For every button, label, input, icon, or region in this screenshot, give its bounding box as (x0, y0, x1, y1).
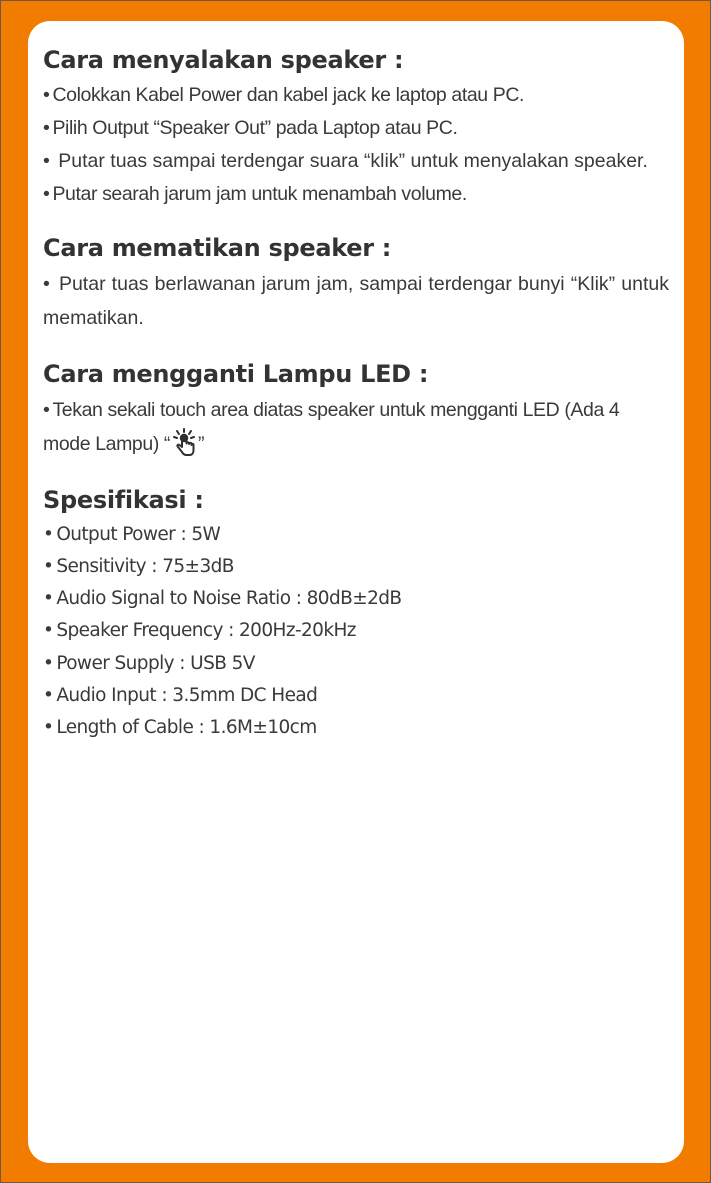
section-title: Spesifikasi : (43, 485, 204, 514)
list-item: • Putar tuas berlawanan jarum jam, sampai terdengar bunyi “Klik” untuk mematikan. (43, 272, 669, 329)
spec-item: • Audio Input : 3.5mm DC Head (43, 684, 318, 706)
spec-item: • Sensitivity : 75±3dB (43, 555, 234, 577)
touch-tap-icon (171, 428, 197, 456)
bullet-icon: • (43, 588, 54, 610)
list-item: • Putar tuas sampai terdengar suara “klik” untuk menyalakan speaker. (43, 150, 648, 172)
section-power-on (43, 45, 669, 211)
spec-item: • Speaker Frequency : 200Hz-20kHz (43, 620, 356, 642)
section-power-off (43, 233, 669, 335)
bullet-icon: • (43, 398, 50, 421)
bullet-icon: • (43, 272, 50, 295)
section-title: Cara mengganti Lampu LED : (43, 359, 429, 388)
section-specifications (43, 485, 669, 745)
spec-item: • Length of Cable : 1.6M±10cm (43, 717, 317, 739)
spec-item: • Audio Signal to Noise Ratio : 80dB±2dB (43, 588, 402, 610)
bullet-icon: • (43, 150, 50, 172)
bullet-icon: • (43, 717, 54, 739)
list-item: • Pilih Output “Speaker Out” pada Laptop atau PC. (43, 116, 458, 139)
bullet-icon: • (43, 620, 54, 642)
spec-item: • Power Supply : USB 5V (43, 652, 255, 674)
list-item: • Tekan sekali touch area diatas speaker untuk mengganti LED (Ada 4 mode Lampu) “ ” (43, 398, 620, 455)
bullet-icon: • (43, 116, 50, 139)
bullet-icon: • (43, 684, 54, 706)
instruction-card (28, 21, 684, 1163)
spec-item: • Output Power : 5W (43, 523, 221, 545)
section-title: Cara mematikan speaker : (43, 233, 392, 262)
bullet-icon: • (43, 652, 54, 674)
bullet-icon: • (43, 183, 50, 205)
section-title: Cara menyalakan speaker : (43, 46, 404, 74)
list-item: • Colokkan Kabel Power dan kabel jack ke laptop atau PC. (43, 84, 525, 106)
bullet-icon: • (43, 555, 54, 577)
bullet-icon: • (43, 523, 54, 545)
section-change-led (43, 359, 669, 461)
list-item: • Putar searah jarum jam untuk menambah volume. (43, 183, 467, 205)
bullet-icon: • (43, 84, 50, 106)
